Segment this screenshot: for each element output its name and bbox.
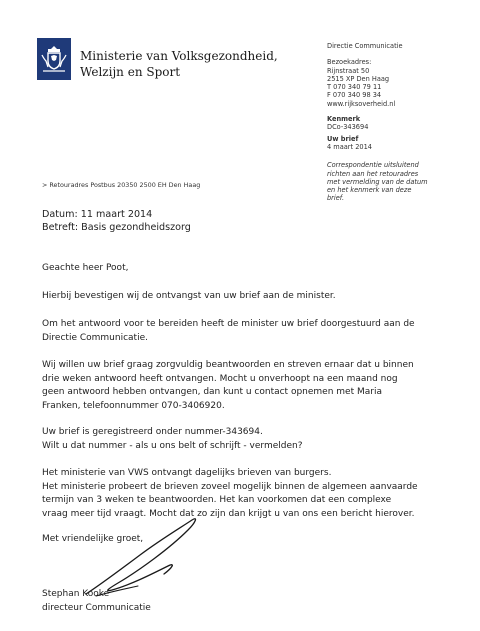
paragraph-line: vraag meer tijd vraagt. Mocht dat zo zijn dan krijgt u van ons een bericht hierover. <box>42 508 415 519</box>
paragraph-1 <box>42 290 467 304</box>
crest-icon <box>37 38 71 80</box>
correspondence-note <box>327 161 477 202</box>
paragraph-line: Directie Communicatie. <box>42 332 148 343</box>
department: Directie Communicatie <box>327 42 403 50</box>
paragraph-3 <box>42 359 467 413</box>
paragraph-5 <box>42 467 467 521</box>
paragraph-line: Wij willen uw brief graag zorgvuldig beantwoorden en streven ernaar dat u binnen <box>42 360 414 370</box>
paragraph-4 <box>42 426 467 453</box>
letter-meta <box>42 208 191 234</box>
paragraph-line: termijn van 3 weken te beantwoorden. Het kan voorkomen dat een complexe <box>42 495 392 506</box>
note-line: en het kenmerk van deze <box>327 186 412 195</box>
letter-date: Datum: 11 maart 2014 <box>42 209 153 220</box>
closing <box>42 533 467 547</box>
website-line: www.rijksoverheid.nl <box>327 99 396 108</box>
note-line: met vermelding van de datum <box>327 177 428 186</box>
signer-block <box>42 588 467 615</box>
signer-name: Stephan Kooke <box>42 589 110 599</box>
closing-text: Met vriendelijke groet, <box>42 534 144 544</box>
reference-label: Kenmerk <box>327 115 361 124</box>
address-line: 2515 XP Den Haag <box>327 74 390 83</box>
coat-of-arms-logo <box>37 38 71 80</box>
letter-subject: Betreft: Basis gezondheidszorg <box>42 222 191 233</box>
paragraph-line: drie weken antwoord heeft ontvangen. Mocht u onverhoopt na een maand nog <box>42 373 398 384</box>
paragraph-line: Het ministerie probeert de brieven zoveel mogelijk binnen de algemeen aanvaarde <box>42 481 418 492</box>
your-letter-label: Uw brief <box>327 134 359 143</box>
reference-value: DCo-343694 <box>327 123 369 132</box>
signer-title: directeur Communicatie <box>42 602 151 613</box>
salutation-text: Geachte heer Poot, <box>42 263 129 273</box>
paragraph-line: Uw brief is geregistreerd onder nummer-343694. <box>42 427 263 437</box>
note-line: richten aan het retouradres <box>327 169 419 178</box>
paragraph-line: Wilt u dat nummer - als u ons belt of schrijft - vermelden? <box>42 440 303 451</box>
return-address: > Retouradres Postbus 20350 2500 EH Den Haag <box>42 181 201 189</box>
salutation <box>42 262 467 276</box>
fax-line: F 070 340 98 34 <box>327 91 382 100</box>
note-line: brief. <box>327 194 345 203</box>
phone-line: T 070 340 79 11 <box>327 83 382 92</box>
ministry-name-line2: Welzijn en Sport <box>80 65 181 79</box>
paragraph-line: Om het antwoord voor te bereiden heeft de minister uw brief doorgestuurd aan de <box>42 319 415 329</box>
ministry-name <box>80 48 278 80</box>
paragraph-line: Het ministerie van VWS ontvangt dagelijks brieven van burgers. <box>42 468 332 478</box>
address-line: Rijnstraat 50 <box>327 66 370 75</box>
paragraph-line: Franken, telefoonnummer 070-3406920. <box>42 400 225 411</box>
paragraph-2 <box>42 318 467 345</box>
paragraph-line: geen antwoord hebben ontvangen, dan kunt u contact opnemen met Maria <box>42 387 382 398</box>
note-line: Correspondentie uitsluitend <box>327 161 419 170</box>
paragraph-line: Hierbij bevestigen wij de ontvangst van uw brief aan de minister. <box>42 291 336 301</box>
ministry-name-line1: Ministerie van Volksgezondheid, <box>80 49 278 63</box>
address-label: Bezoekadres: <box>327 58 372 67</box>
sender-block <box>327 42 477 203</box>
your-letter-value: 4 maart 2014 <box>327 142 372 151</box>
